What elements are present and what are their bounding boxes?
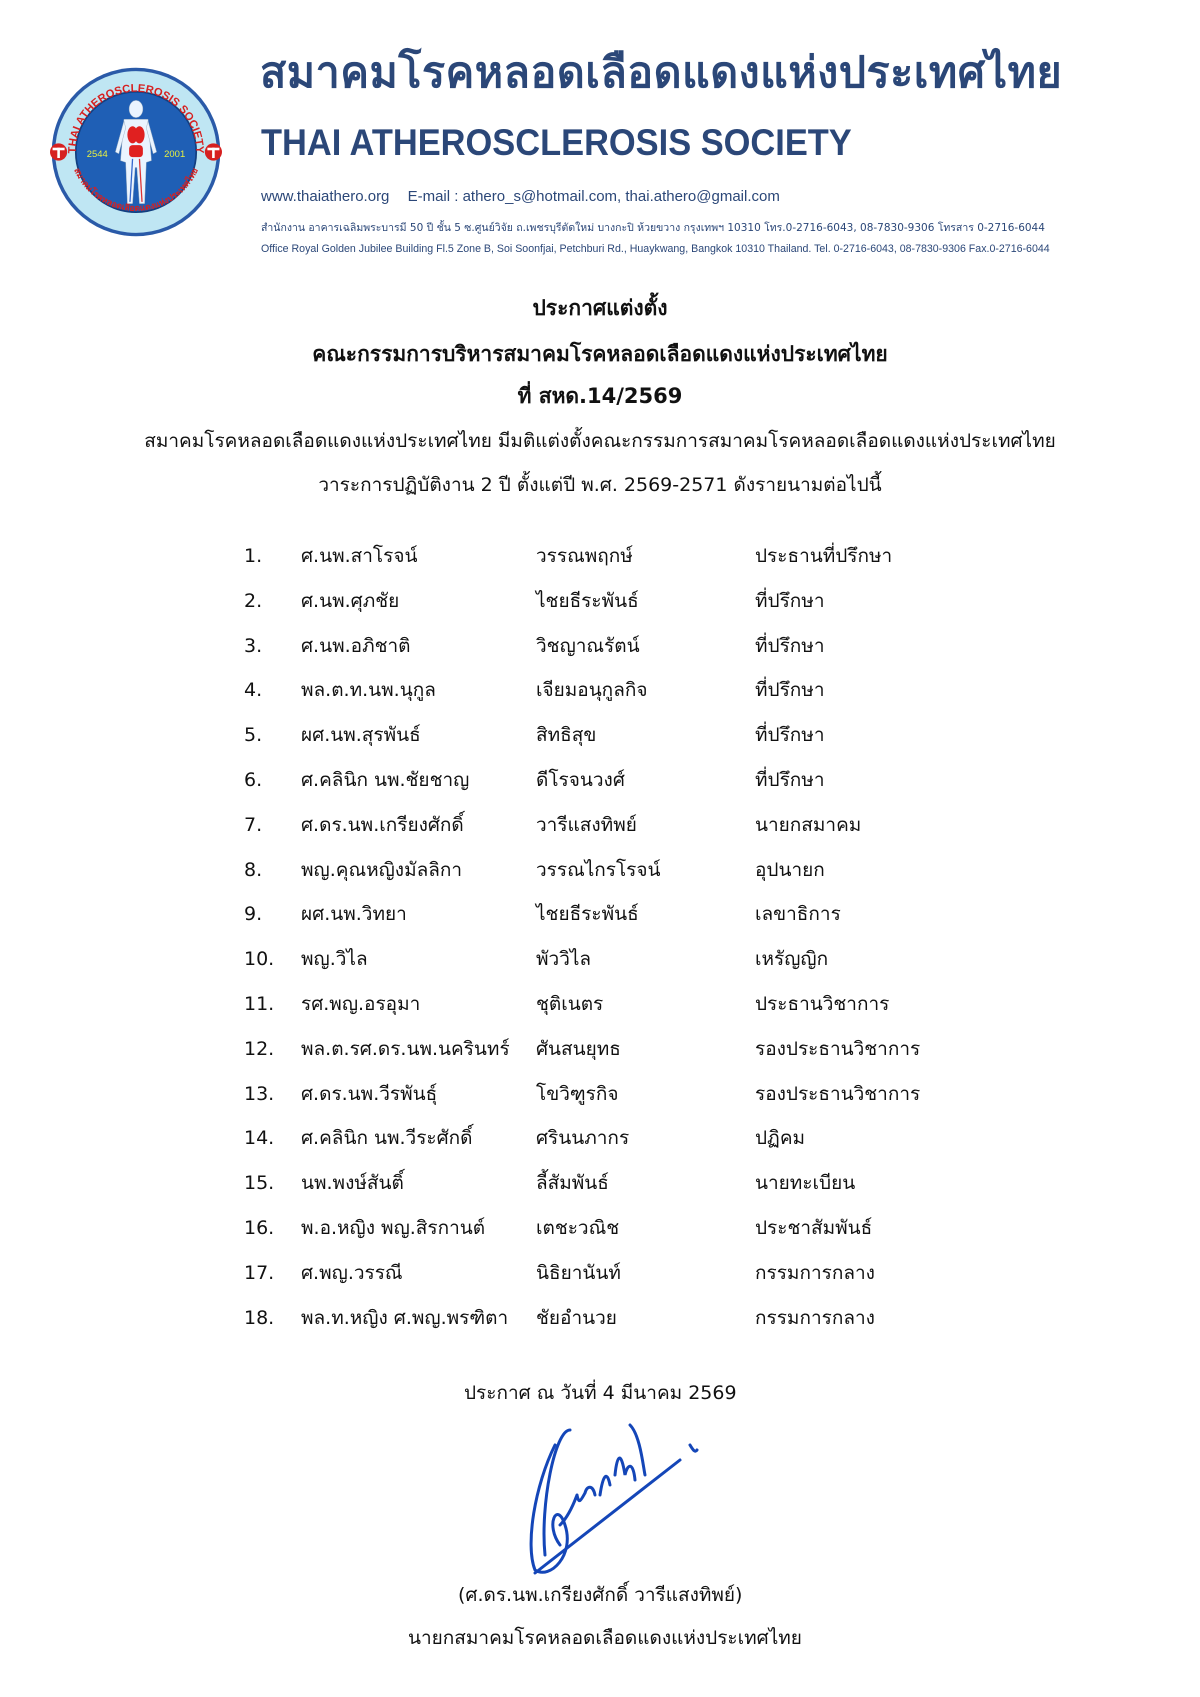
svg-text:2001: 2001: [164, 149, 186, 161]
member-surname: โขวิฑูรกิจ: [536, 1082, 619, 1105]
member-role: รองประธานวิชาการ: [755, 1037, 921, 1060]
member-surname: ไชยธีระพันธ์: [536, 589, 639, 612]
member-name: พล.ท.หญิง ศ.พญ.พรฑิตา: [301, 1306, 509, 1329]
member-role: ประธานวิชาการ: [755, 992, 890, 1015]
member-role: ที่ปรึกษา: [755, 634, 825, 657]
member-surname: เจียมอนุกูลกิจ: [536, 679, 648, 702]
member-role: ประธานที่ปรึกษา: [755, 545, 893, 567]
document-number: ที่ สหด.14/2569: [517, 384, 683, 408]
member-number: 12.: [244, 1037, 275, 1060]
member-row: [0, 579, 1200, 624]
member-number: 10.: [244, 948, 275, 971]
member-role: ที่ปรึกษา: [755, 679, 825, 702]
signer-title: นายกสมาคมโรคหลอดเลือดแดงแห่งประเทศไทย: [408, 1627, 802, 1649]
member-name: ศ.พญ.วรรณี: [301, 1261, 403, 1284]
member-row: [0, 1251, 1200, 1296]
email-text: E-mail : athero_s@hotmail.com, thai.athero@gmail.com: [407, 188, 780, 205]
signature: [515, 1405, 715, 1585]
svg-text:THAI ATHEROSCLEROSIS SOCIETY: THAI ATHEROSCLEROSIS SOCIETY: [66, 82, 206, 154]
member-number: 18.: [244, 1306, 275, 1329]
member-row: [0, 982, 1200, 1027]
member-surname: นิธิยานันท์: [536, 1261, 621, 1284]
svg-text:2544: 2544: [86, 149, 108, 161]
contact-line: [261, 188, 794, 205]
member-number: 1.: [244, 545, 263, 567]
member-row: [0, 892, 1200, 937]
member-surname: ชัยอำนวย: [536, 1306, 617, 1329]
member-number: 3.: [244, 634, 263, 657]
member-row: [0, 1296, 1200, 1341]
member-name: พล.ต.ท.นพ.นุกูล: [301, 679, 436, 702]
member-name: ศ.ดร.นพ.เกรียงศักดิ์: [301, 813, 464, 836]
address-thai: สำนักงาน อาคารเฉลิมพระบารมี 50 ปี ชั้น 5 ซ.ศูนย์วิจัย ถ.เพชรบุรีตัดใหม่ บางกะปิ ห้วยขวาง กรุงเทพฯ 10310 โทร.0-2716-6043, 08-7830-9306 โทรสาร 0-2716-6044: [261, 222, 1045, 234]
member-surname: ไชยธีระพันธ์: [536, 903, 639, 926]
member-number: 4.: [244, 679, 263, 702]
member-surname: ลี้สัมพันธ์: [536, 1172, 609, 1195]
member-row: [0, 848, 1200, 893]
member-surname: วรรณพฤกษ์: [536, 545, 633, 567]
member-row: [0, 803, 1200, 848]
member-list: [0, 534, 1200, 1340]
member-number: 11.: [244, 992, 275, 1015]
member-surname: เตชะวณิช: [536, 1216, 620, 1239]
intro-paragraph-line2: วาระการปฏิบัติงาน 2 ปี ตั้งแต่ปี พ.ศ. 2569-2571 ดังรายนามต่อไปนี้: [318, 474, 882, 496]
member-name: ศ.นพ.อภิชาติ: [301, 634, 411, 657]
member-surname: ชุติเนตร: [536, 992, 604, 1015]
member-surname: สิทธิสุข: [536, 724, 597, 747]
member-name: ศ.นพ.สาโรจน์: [301, 545, 418, 567]
member-name: รศ.พญ.อรอุมา: [301, 992, 421, 1015]
member-surname: ดีโรจนวงศ์: [536, 768, 625, 791]
member-surname: วิชญาณรัตน์: [536, 634, 640, 657]
member-row: [0, 1072, 1200, 1117]
member-role: เหรัญญิก: [755, 948, 829, 971]
address-english: Office Royal Golden Jubilee Building Fl.5 Zone B, Soi Soonfjai, Petchburi Rd., Huaykwang, Bangkok 10310 Thailand. Tel. 0-2716-6043, 08-7830-9306 Fax.0-2716-6044: [261, 243, 1050, 255]
member-role: อุปนายก: [755, 858, 825, 881]
member-row: [0, 1027, 1200, 1072]
member-number: 2.: [244, 589, 263, 612]
committee-heading: คณะกรรมการบริหารสมาคมโรคหลอดเลือดแดงแห่งประเทศไทย: [312, 342, 888, 366]
svg-text:สมาคมโรคหลอดเลือดแดงแห่งประเทศ: สมาคมโรคหลอดเลือดแดงแห่งประเทศไทย: [71, 166, 201, 214]
member-number: 14.: [244, 1127, 275, 1150]
member-name: ศ.คลินิก นพ.วีระศักดิ์: [301, 1127, 473, 1150]
member-number: 7.: [244, 813, 263, 836]
member-row: [0, 668, 1200, 713]
member-role: กรรมการกลาง: [755, 1261, 875, 1284]
member-role: รองประธานวิชาการ: [755, 1082, 921, 1105]
member-row: [0, 758, 1200, 803]
member-name: ศ.นพ.ศุภชัย: [301, 589, 400, 612]
member-surname: ศรินนภากร: [536, 1127, 630, 1150]
announcement-date: ประกาศ ณ วันที่ 4 มีนาคม 2569: [464, 1382, 737, 1404]
member-number: 5.: [244, 724, 263, 747]
member-role: ที่ปรึกษา: [755, 589, 825, 612]
society-name-english: THAI ATHEROSCLEROSIS SOCIETY: [261, 122, 852, 163]
member-row: [0, 713, 1200, 758]
member-number: 15.: [244, 1172, 275, 1195]
member-role: นายทะเบียน: [755, 1172, 856, 1195]
member-row: [0, 937, 1200, 982]
member-row: [0, 1206, 1200, 1251]
member-surname: พัววิไล: [536, 948, 592, 971]
member-row: [0, 1161, 1200, 1206]
member-number: 13.: [244, 1082, 275, 1105]
member-surname: ศันสนยุทธ: [536, 1037, 621, 1060]
member-number: 9.: [244, 903, 263, 926]
member-role: กรรมการกลาง: [755, 1306, 875, 1329]
signer-name: (ศ.ดร.นพ.เกรียงศักดิ์ วารีแสงทิพย์): [458, 1584, 743, 1606]
society-logo: [50, 66, 222, 238]
member-role: ปฏิคม: [755, 1127, 806, 1150]
member-surname: วรรณไกรโรจน์: [536, 858, 661, 881]
website-link[interactable]: www.thaiathero.org: [261, 188, 390, 205]
member-name: พญ.คุณหญิงมัลลิกา: [301, 858, 463, 881]
member-name: ศ.คลินิก นพ.ชัยชาญ: [301, 768, 470, 791]
member-number: 6.: [244, 768, 263, 791]
announcement-heading: ประกาศแต่งตั้ง: [532, 296, 668, 320]
member-name: พล.ต.รศ.ดร.นพ.นครินทร์: [301, 1037, 510, 1060]
member-name: พ.อ.หญิง พญ.สิรกานต์: [301, 1216, 486, 1239]
member-surname: วารีแสงทิพย์: [536, 813, 637, 836]
member-number: 17.: [244, 1261, 275, 1284]
member-row: [0, 534, 1200, 579]
member-name: พญ.วิไล: [301, 948, 368, 971]
member-role: เลขาธิการ: [755, 903, 841, 926]
society-name-thai: สมาคมโรคหลอดเลือดแดงแห่งประเทศไทย: [260, 48, 1063, 98]
member-number: 8.: [244, 858, 263, 881]
member-number: 16.: [244, 1216, 275, 1239]
member-name: ผศ.นพ.สุรพันธ์: [301, 724, 421, 747]
member-row: [0, 1116, 1200, 1161]
intro-paragraph-line1: สมาคมโรคหลอดเลือดแดงแห่งประเทศไทย มีมติแต่งตั้งคณะกรรมการสมาคมโรคหลอดเลือดแดงแห่งประเทศไทย: [144, 430, 1056, 452]
member-role: ที่ปรึกษา: [755, 724, 825, 747]
member-role: ที่ปรึกษา: [755, 768, 825, 791]
member-name: นพ.พงษ์สันติ์: [301, 1172, 404, 1195]
member-role: นายกสมาคม: [755, 813, 862, 836]
member-name: ศ.ดร.นพ.วีรพันธุ์: [301, 1082, 438, 1105]
member-name: ผศ.นพ.วิทยา: [301, 903, 407, 926]
member-role: ประชาสัมพันธ์: [755, 1216, 873, 1239]
member-row: [0, 624, 1200, 669]
